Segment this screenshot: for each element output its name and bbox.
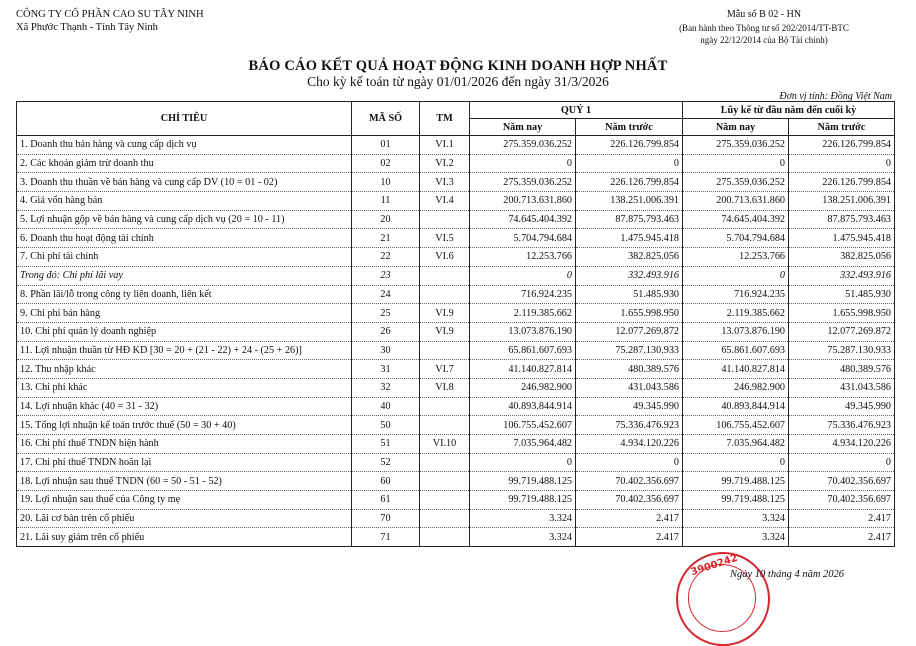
row-q-last-year: 75.287.130.933: [576, 341, 683, 360]
income-statement-table: [16, 101, 895, 547]
row-label: 2. Các khoản giảm trừ doanh thu: [17, 154, 352, 173]
row-q-this-year: 275.359.036.252: [470, 136, 576, 155]
row-ytd-last-year: 382.825.056: [789, 248, 895, 267]
row-q-this-year: 0: [470, 154, 576, 173]
row-code: 51: [352, 435, 420, 454]
row-ytd-last-year: 2.417: [789, 509, 895, 528]
row-q-last-year: 0: [576, 154, 683, 173]
currency-unit: Đơn vị tính: Đồng Việt Nam: [779, 91, 892, 102]
row-label: 11. Lợi nhuận thuần từ HĐ KD [30 = 20 + (21 - 22) + 24 - (25 + 26)]: [17, 341, 352, 360]
row-ytd-this-year: 13.073.876.190: [683, 322, 789, 341]
row-ytd-last-year: 12.077.269.872: [789, 322, 895, 341]
row-ytd-last-year: 4.934.120.226: [789, 435, 895, 454]
row-code: 25: [352, 304, 420, 323]
row-label: 4. Giá vốn hàng bán: [17, 192, 352, 211]
row-ytd-last-year: 0: [789, 154, 895, 173]
row-q-last-year: 382.825.056: [576, 248, 683, 267]
header-note: TM: [420, 102, 470, 136]
row-q-last-year: 2.417: [576, 528, 683, 547]
row-note: [420, 341, 470, 360]
row-label: 12. Thu nhập khác: [17, 360, 352, 379]
row-code: 21: [352, 229, 420, 248]
table-row: [17, 360, 895, 379]
row-code: 40: [352, 397, 420, 416]
row-ytd-last-year: 75.287.130.933: [789, 341, 895, 360]
row-label: 18. Lợi nhuận sau thuế TNDN (60 = 50 - 51 - 52): [17, 472, 352, 491]
row-q-last-year: 226.126.799.854: [576, 173, 683, 192]
row-ytd-this-year: 0: [683, 453, 789, 472]
form-number-block: [634, 9, 894, 47]
row-code: 23: [352, 266, 420, 285]
table-row: [17, 397, 895, 416]
row-ytd-this-year: 3.324: [683, 509, 789, 528]
table-row: [17, 528, 895, 547]
row-note: VI.1: [420, 136, 470, 155]
row-q-this-year: 74.645.404.392: [470, 210, 576, 229]
row-q-last-year: 431.043.586: [576, 378, 683, 397]
row-code: 11: [352, 192, 420, 211]
row-q-this-year: 0: [470, 266, 576, 285]
row-q-last-year: 51.485.930: [576, 285, 683, 304]
header-q-this-year: Năm nay: [470, 119, 576, 136]
row-label: 20. Lãi cơ bản trên cổ phiếu: [17, 509, 352, 528]
row-ytd-this-year: 3.324: [683, 528, 789, 547]
row-q-last-year: 2.417: [576, 509, 683, 528]
row-code: 02: [352, 154, 420, 173]
table-row: [17, 304, 895, 323]
row-ytd-this-year: 0: [683, 154, 789, 173]
row-q-last-year: 87.875.793.463: [576, 210, 683, 229]
row-note: [420, 491, 470, 510]
table-row: [17, 248, 895, 267]
row-label: 10. Chi phí quản lý doanh nghiệp: [17, 322, 352, 341]
row-label: 1. Doanh thu bán hàng và cung cấp dịch vụ: [17, 136, 352, 155]
row-label: 8. Phần lãi/lỗ trong công ty liên doanh, liên kết: [17, 285, 352, 304]
row-ytd-this-year: 275.359.036.252: [683, 136, 789, 155]
row-code: 22: [352, 248, 420, 267]
header-quarter-1: QUÝ 1: [470, 102, 683, 119]
row-note: VI.8: [420, 378, 470, 397]
row-q-this-year: 99.719.488.125: [470, 472, 576, 491]
row-q-last-year: 1.655.998.950: [576, 304, 683, 323]
row-q-last-year: 138.251.006.391: [576, 192, 683, 211]
company-block: [16, 8, 204, 34]
row-ytd-this-year: 106.755.452.607: [683, 416, 789, 435]
row-q-last-year: 12.077.269.872: [576, 322, 683, 341]
table-row: [17, 341, 895, 360]
header-ytd-this-year: Năm nay: [683, 119, 789, 136]
row-q-this-year: 3.324: [470, 509, 576, 528]
header-year-to-date: Lũy kế từ đầu năm đến cuối kỳ: [683, 102, 895, 119]
row-q-this-year: 40.893.844.914: [470, 397, 576, 416]
row-label: 15. Tổng lợi nhuận kế toán trước thuế (50 = 30 + 40): [17, 416, 352, 435]
row-note: VI.4: [420, 192, 470, 211]
row-q-this-year: 3.324: [470, 528, 576, 547]
row-ytd-this-year: 275.359.036.252: [683, 173, 789, 192]
row-note: [420, 509, 470, 528]
row-ytd-this-year: 40.893.844.914: [683, 397, 789, 416]
row-code: 30: [352, 341, 420, 360]
row-note: [420, 397, 470, 416]
row-ytd-this-year: 12.253.766: [683, 248, 789, 267]
row-ytd-last-year: 0: [789, 453, 895, 472]
row-note: [420, 472, 470, 491]
row-q-last-year: 4.934.120.226: [576, 435, 683, 454]
row-ytd-last-year: 1.475.945.418: [789, 229, 895, 248]
row-ytd-this-year: 99.719.488.125: [683, 491, 789, 510]
report-title: BÁO CÁO KẾT QUẢ HOẠT ĐỘNG KINH DOANH HỢP NHẤT: [248, 58, 668, 74]
row-note: VI.9: [420, 304, 470, 323]
table-row: [17, 453, 895, 472]
row-label: 7. Chi phí tài chính: [17, 248, 352, 267]
table-row: [17, 229, 895, 248]
row-note: VI.7: [420, 360, 470, 379]
row-ytd-last-year: 1.655.998.950: [789, 304, 895, 323]
row-code: 61: [352, 491, 420, 510]
row-note: [420, 285, 470, 304]
row-ytd-this-year: 716.924.235: [683, 285, 789, 304]
report-period: Cho kỳ kế toán từ ngày 01/01/2026 đến ngày 31/3/2026: [307, 74, 609, 89]
row-ytd-this-year: 5.704.794.684: [683, 229, 789, 248]
row-note: [420, 453, 470, 472]
row-ytd-last-year: 480.389.576: [789, 360, 895, 379]
row-code: 24: [352, 285, 420, 304]
row-ytd-last-year: 332.493.916: [789, 266, 895, 285]
row-q-last-year: 70.402.356.697: [576, 472, 683, 491]
row-ytd-last-year: 138.251.006.391: [789, 192, 895, 211]
row-code: 26: [352, 322, 420, 341]
row-code: 20: [352, 210, 420, 229]
row-ytd-last-year: 226.126.799.854: [789, 136, 895, 155]
row-note: VI.9: [420, 322, 470, 341]
table-row: [17, 435, 895, 454]
row-ytd-this-year: 200.713.631.860: [683, 192, 789, 211]
row-code: 52: [352, 453, 420, 472]
row-label: 14. Lợi nhuận khác (40 = 31 - 32): [17, 397, 352, 416]
row-q-this-year: 65.861.607.693: [470, 341, 576, 360]
row-code: 01: [352, 136, 420, 155]
row-label: Trong đó: Chi phí lãi vay: [17, 266, 352, 285]
header-ytd-last-year: Năm trước: [789, 119, 895, 136]
row-note: VI.10: [420, 435, 470, 454]
row-code: 32: [352, 378, 420, 397]
row-code: 31: [352, 360, 420, 379]
row-label: 5. Lợi nhuận gộp về bán hàng và cung cấp dịch vụ (20 = 10 - 11): [17, 210, 352, 229]
row-q-this-year: 5.704.794.684: [470, 229, 576, 248]
row-ytd-this-year: 7.035.964.482: [683, 435, 789, 454]
row-note: VI.2: [420, 154, 470, 173]
table-row: [17, 509, 895, 528]
row-q-this-year: 106.755.452.607: [470, 416, 576, 435]
row-ytd-last-year: 75.336.476.923: [789, 416, 895, 435]
row-q-this-year: 12.253.766: [470, 248, 576, 267]
row-note: [420, 210, 470, 229]
row-q-last-year: 480.389.576: [576, 360, 683, 379]
row-code: 71: [352, 528, 420, 547]
row-label: 3. Doanh thu thuần về bán hàng và cung cấp DV (10 = 01 - 02): [17, 173, 352, 192]
form-number: Mẫu số B 02 - HN: [726, 9, 802, 20]
row-label: 16. Chi phí thuế TNDN hiện hành: [17, 435, 352, 454]
header-code: MÃ SỐ: [352, 102, 420, 136]
row-q-this-year: 7.035.964.482: [470, 435, 576, 454]
row-ytd-last-year: 51.485.930: [789, 285, 895, 304]
row-note: [420, 416, 470, 435]
table-row: [17, 266, 895, 285]
row-ytd-last-year: 87.875.793.463: [789, 210, 895, 229]
row-note: [420, 266, 470, 285]
row-q-last-year: 1.475.945.418: [576, 229, 683, 248]
row-q-last-year: 0: [576, 453, 683, 472]
row-code: 70: [352, 509, 420, 528]
row-q-this-year: 716.924.235: [470, 285, 576, 304]
row-note: [420, 528, 470, 547]
row-note: VI.5: [420, 229, 470, 248]
table-row: [17, 154, 895, 173]
row-q-last-year: 226.126.799.854: [576, 136, 683, 155]
table-row: [17, 322, 895, 341]
row-q-last-year: 70.402.356.697: [576, 491, 683, 510]
row-q-this-year: 246.982.900: [470, 378, 576, 397]
row-q-last-year: 49.345.990: [576, 397, 683, 416]
row-ytd-this-year: 65.861.607.693: [683, 341, 789, 360]
row-ytd-last-year: 226.126.799.854: [789, 173, 895, 192]
row-ytd-last-year: 70.402.356.697: [789, 491, 895, 510]
form-note-1: (Ban hành theo Thông tư số 202/2014/TT-BTC: [679, 22, 849, 33]
row-q-this-year: 41.140.827.814: [470, 360, 576, 379]
table-row: [17, 285, 895, 304]
row-ytd-last-year: 49.345.990: [789, 397, 895, 416]
row-ytd-last-year: 431.043.586: [789, 378, 895, 397]
row-label: 21. Lãi suy giảm trên cổ phiếu: [17, 528, 352, 547]
table-row: [17, 491, 895, 510]
row-label: 19. Lợi nhuận sau thuế của Công ty mẹ: [17, 491, 352, 510]
header-q-last-year: Năm trước: [576, 119, 683, 136]
row-q-this-year: 99.719.488.125: [470, 491, 576, 510]
table-row: [17, 192, 895, 211]
row-ytd-this-year: 74.645.404.392: [683, 210, 789, 229]
company-address: Xã Phước Thạnh - Tỉnh Tây Ninh: [16, 22, 158, 33]
row-note: VI.3: [420, 173, 470, 192]
row-ytd-this-year: 246.982.900: [683, 378, 789, 397]
row-note: VI.6: [420, 248, 470, 267]
row-q-this-year: 0: [470, 453, 576, 472]
row-ytd-last-year: 70.402.356.697: [789, 472, 895, 491]
row-code: 10: [352, 173, 420, 192]
row-q-this-year: 13.073.876.190: [470, 322, 576, 341]
row-ytd-this-year: 2.119.385.662: [683, 304, 789, 323]
seal-text: 3900242: [689, 552, 740, 579]
row-ytd-last-year: 2.417: [789, 528, 895, 547]
table-row: [17, 472, 895, 491]
table-row: [17, 173, 895, 192]
form-note-2: ngày 22/12/2014 của Bộ Tài chính): [700, 35, 828, 45]
row-label: 6. Doanh thu hoạt động tài chính: [17, 229, 352, 248]
table-row: [17, 416, 895, 435]
table-row: [17, 136, 895, 155]
row-ytd-this-year: 41.140.827.814: [683, 360, 789, 379]
row-q-this-year: 2.119.385.662: [470, 304, 576, 323]
row-ytd-this-year: 99.719.488.125: [683, 472, 789, 491]
row-q-this-year: 275.359.036.252: [470, 173, 576, 192]
row-q-this-year: 200.713.631.860: [470, 192, 576, 211]
row-ytd-this-year: 0: [683, 266, 789, 285]
table-row: [17, 378, 895, 397]
header-item: CHỈ TIÊU: [17, 102, 352, 136]
company-seal: [676, 552, 770, 646]
company-name: CÔNG TY CỔ PHẦN CAO SU TÂY NINH: [16, 9, 204, 20]
row-code: 60: [352, 472, 420, 491]
row-code: 50: [352, 416, 420, 435]
table-row: [17, 210, 895, 229]
row-label: 13. Chi phí khác: [17, 378, 352, 397]
signature-date: Ngày 10 tháng 4 năm 2026: [730, 569, 845, 580]
row-label: 9. Chi phí bán hàng: [17, 304, 352, 323]
row-q-last-year: 332.493.916: [576, 266, 683, 285]
row-label: 17. Chi phí thuế TNDN hoãn lại: [17, 453, 352, 472]
row-q-last-year: 75.336.476.923: [576, 416, 683, 435]
